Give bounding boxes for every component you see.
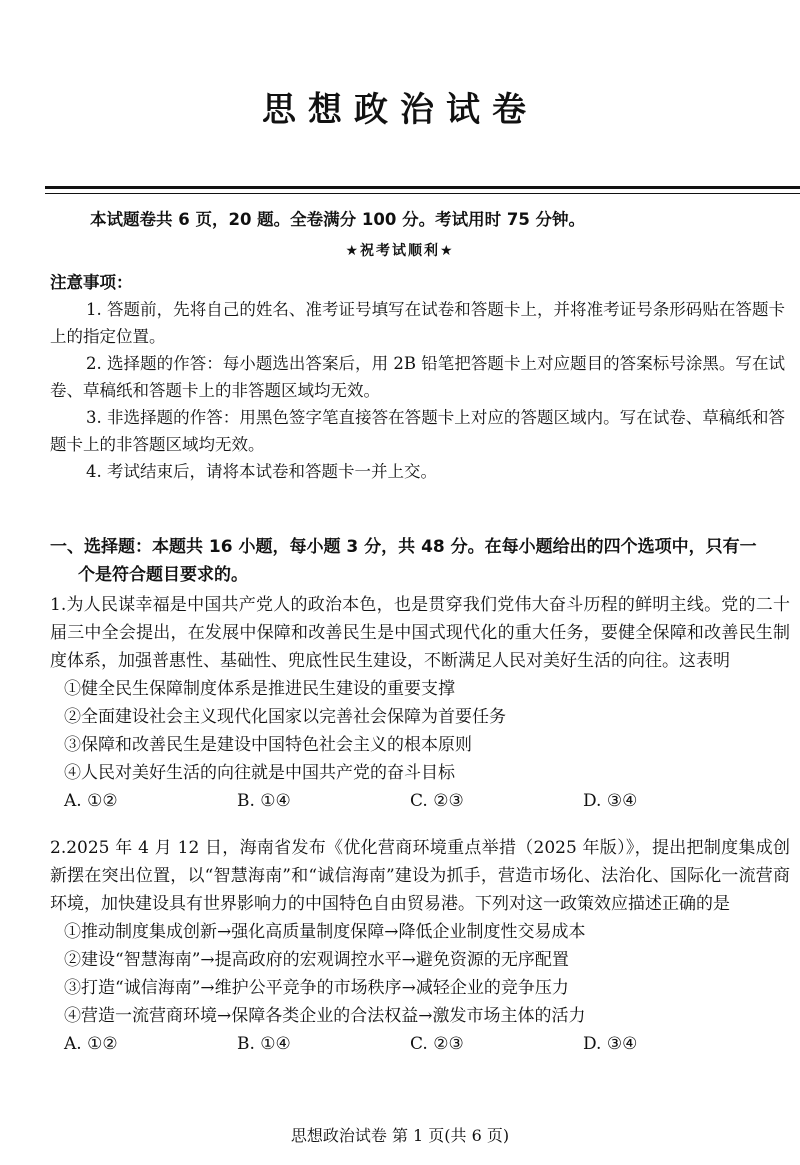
- statement-option: ④人民对美好生活的向往就是中国共产党的奋斗目标: [64, 763, 455, 783]
- statement-option: ①健全民生保障制度体系是推进民生建设的重要支撑: [64, 679, 455, 699]
- exam-info: 本试题卷共 6 页，20 题。全卷满分 100 分。考试用时 75 分钟。: [90, 210, 586, 229]
- answer-choices: [50, 1030, 790, 1058]
- statement-option: ②建设“智慧海南”→提高政府的宏观调控水平→避免资源的无序配置: [64, 950, 569, 970]
- choice-a: A. ①②: [64, 1034, 118, 1054]
- choice-a: A. ①②: [64, 791, 118, 811]
- statement-option: ③保障和改善民生是建设中国特色社会主义的根本原则: [64, 735, 472, 755]
- good-luck-banner: ★祝考试顺利★: [345, 243, 455, 259]
- page-title: 思想政治试卷: [262, 90, 538, 130]
- notice-title: 注意事项：: [50, 273, 133, 292]
- section-heading-line: 个是符合题目要求的。: [78, 565, 248, 585]
- notice-item: 3. 非选择题的作答：用黑色签字笔直接答在答题卡上对应的答题区域内。写在试卷、草稿纸和答题卡上的非答题区域均无效。: [50, 408, 785, 454]
- choice-b: B. ①④: [237, 1034, 291, 1054]
- header-divider-thick: [45, 186, 800, 189]
- statement-option: ①推动制度集成创新→强化高质量制度保障→降低企业制度性交易成本: [64, 922, 586, 942]
- question-number: 2.: [50, 838, 67, 858]
- section-heading-line: 一、选择题：本题共 16 小题，每小题 3 分，共 48 分。在每小题给出的四个选项中，只有一: [50, 537, 757, 557]
- page-footer: 思想政治试卷 第 1 页(共 6 页): [290, 1126, 510, 1145]
- notice-item: 1. 答题前，先将自己的姓名、准考证号填写在试卷和答题卡上，并将准考证号条形码贴在答题卡上的指定位置。: [50, 300, 785, 346]
- question-stem: [50, 591, 790, 675]
- statement-option: ②全面建设社会主义现代化国家以完善社会保障为首要任务: [64, 707, 506, 727]
- header-divider-thin: [45, 193, 800, 194]
- section-heading: [50, 533, 795, 589]
- statement-option: ③打造“诚信海南”→维护公平竞争的市场秩序→减轻企业的竞争压力: [64, 978, 569, 998]
- notice-list: [50, 296, 785, 485]
- statement-option: ④营造一流营商环境→保障各类企业的合法权益→激发市场主体的活力: [64, 1006, 586, 1026]
- notice-item: 2. 选择题的作答：每小题选出答案后，用 2B 铅笔把答题卡上对应题目的答案标号涂黑。写在试卷、草稿纸和答题卡上的非答题区域均无效。: [50, 354, 785, 400]
- question-stem: [50, 834, 790, 918]
- choice-c: C. ②③: [410, 1034, 464, 1054]
- choice-c: C. ②③: [410, 791, 464, 811]
- choice-d: D. ③④: [583, 791, 638, 811]
- question-1: [50, 591, 790, 815]
- question-number: 1.: [50, 595, 67, 615]
- notice-item: 4. 考试结束后，请将本试卷和答题卡一并上交。: [86, 462, 437, 481]
- choice-d: D. ③④: [583, 1034, 638, 1054]
- choice-b: B. ①④: [237, 791, 291, 811]
- answer-choices: [50, 787, 790, 815]
- question-2: [50, 834, 790, 1058]
- question-text: 2025 年 4 月 12 日，海南省发布《优化营商环境重点举措（2025 年版）》，提出把制度集成创新摆在突出位置，以“智慧海南”和“诚信海南”建设为抓手，营造市场化、法治化、国际化一流营商环境，加快建设具有世界影响力的中国特色自由贸易港。下列对这一政策效应描述正确的是: [50, 838, 790, 914]
- question-text: 为人民谋幸福是中国共产党人的政治本色，也是贯穿我们党伟大奋斗历程的鲜明主线。党的二十届三中全会提出，在发展中保障和改善民生是中国式现代化的重大任务，要健全保障和改善民生制度体系，加强普惠性、基础性、兜底性民生建设，不断满足人民对美好生活的向往。这表明: [50, 595, 790, 671]
